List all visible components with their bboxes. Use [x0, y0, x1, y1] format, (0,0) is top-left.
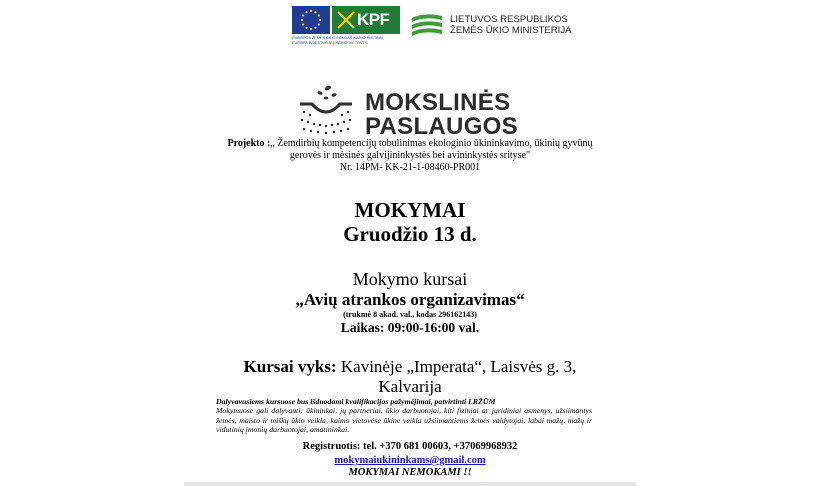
event-date: Gruodžio 13 d. [343, 222, 477, 246]
venue-label: Kursai vyks: [243, 357, 337, 376]
ministry-name-line1: LIETUVOS RESPUBLIKOS [450, 14, 568, 25]
kpf-caption-line2: EUROPA INVESTUOJA Į KAIMO VIETOVES [292, 41, 368, 45]
project-title-part1: „ Žemdirbių kompetencijų tobulinimas ekologinio ūkininkavimo, ūkinių gyvūnų [270, 138, 593, 149]
project-number: Nr. 14PM- KK-21-1-08460-PR001 [339, 162, 481, 173]
course-type: Mokymo kursai [352, 269, 468, 289]
ministry-logo [410, 12, 572, 38]
venue-address: Kavinėje „Imperata“, Laisvės g. 3, [340, 357, 577, 376]
course-time: Laikas: 09:00-16:00 val. [340, 320, 480, 335]
certificate-note: Dalyvavusiems kursuose bus išduodami kvalifikacijos pažymėjimai, patvirtinti LRŽŪM [216, 397, 496, 406]
logo-line2: PASLAUGOS [365, 113, 518, 140]
registration-phone: Registruotis: tel. +370 681 00603, +37069968932 [302, 441, 518, 452]
kpf-logo-block [332, 6, 400, 34]
eu-kpf-logo [292, 6, 400, 45]
ministry-name [450, 14, 572, 36]
project-line2: gerovės ir mėsinės galvijininkystės bei avininkystės srityse" [289, 150, 531, 161]
project-description [0, 138, 820, 174]
page-bottom-edge [184, 482, 636, 486]
free-training-note: MOKYMAI NEMOKAMI !! [348, 467, 472, 478]
ministry-emblem-icon [410, 12, 444, 38]
kpf-logo-text: KPF [357, 10, 390, 29]
venue-city: Kalvarija [378, 377, 442, 396]
event-title: MOKYMAI [354, 198, 466, 222]
mokslines-paslaugos-logo-text [365, 91, 518, 139]
seed-bowl-icon [298, 84, 354, 136]
course-name: „Avių atrankos organizavimas“ [295, 290, 525, 309]
participants-note: Mokymuose gali dalyvauti: ūkininkai, jų partneriai, ūkio darbuotojai, kiti fiziniai ar juridiniai asmenys, užsiimantys žemės, maisto ir miškų ūkio veikla, kaimo vietovėse ūkine veikla užsiimantiems žemės valdytojai, labai mažų, mažų ir vidutinių įmonių darbuotojai, amatininkai. [216, 406, 592, 434]
kpf-caption-line1: EUROPOS ŽEMĖS ŪKIO FONDAS KAIMO PLĖTRAI [292, 36, 383, 40]
course-meta: (trukmė 8 akad. val., kodas 296162143) [343, 310, 477, 319]
project-label: Projekto : [227, 138, 271, 149]
logo-line1: MOKSLINĖS [365, 89, 511, 116]
project-line1 [0, 138, 820, 150]
eu-flag-icon [292, 6, 330, 34]
venue-line1 [0, 357, 820, 377]
grain-icon [335, 9, 357, 31]
email-link[interactable]: mokymaiukininkams@gmail.com [334, 455, 486, 466]
ministry-name-line2: ŽEMĖS ŪKIO MINISTERIJA [450, 25, 572, 36]
